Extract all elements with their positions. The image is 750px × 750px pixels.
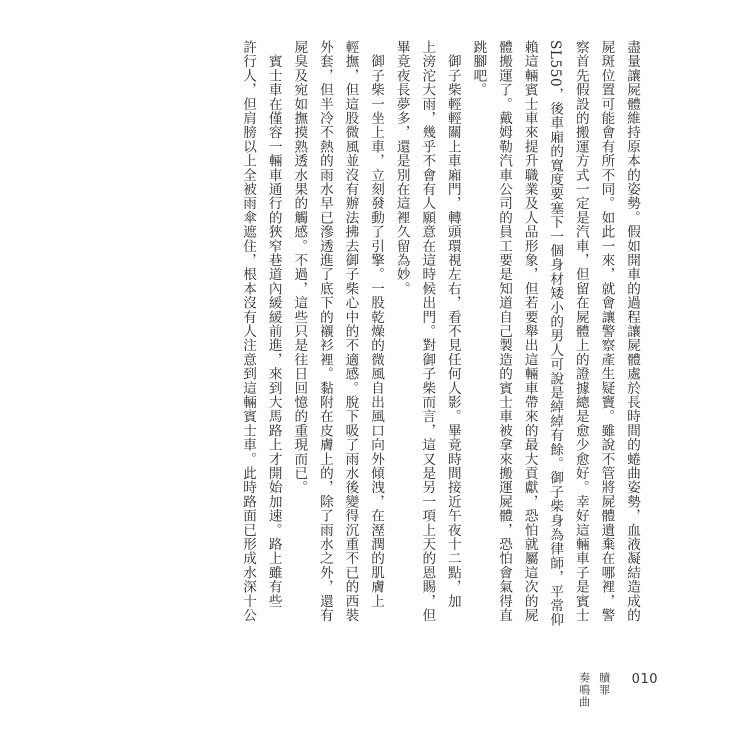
text-line: 賓士車在僅容一輛車通行的狹窄巷道內緩緩前進，來到大馬路上才開始加速。路上雖有些 — [265, 40, 282, 608]
text-line: 跳腳吧。 — [470, 40, 487, 97]
text-line: 賴這輛賓士車來提升職業及人品形象，但若要舉出這輛車帶來的最大貢獻，恐怕就屬這次的屍 — [521, 40, 538, 623]
text-line: 盡量讓屍體維持原本的姿勢。假如開車的過程讓屍體處於長時間的蜷曲姿勢，血液凝結造成的 — [624, 40, 640, 623]
text-line: 屍斑位置可能會有所不同。如此一來，就會讓警察產生疑竇。雖說不管將屍體遺棄在哪裡，警 — [598, 40, 615, 623]
text-line: 上滂沱大雨，幾乎不會有人願意在這時候出門。對御子柴而言，這又是另一項上天的恩賜，但 — [419, 40, 436, 623]
text-line: 輕撫，但這股微風並沒有辦法拂去御子柴心中的不適感。脫下吸了雨水後變得沉重不已的西裝 — [342, 40, 359, 623]
text-line: SL550，後車廂的寬度要塞下一個身材矮小的男人可說是綽綽有餘。御子柴身為律師，平常仰 — [547, 40, 564, 627]
text-line: 屍臭及宛如撫摸熟透水果的觸感。不過，這些只是往日回憶的重現而已。 — [291, 40, 308, 495]
text-line: 察首先假設的搬運方式一定是汽車，但留在屍體上的證據總是愈少愈好。幸好這輛車子是賓士 — [572, 40, 589, 623]
text-line: 御子柴輕輕關上車廂門，轉頭環視左右，看不見任何人影。畢竟時間接近午夜十二點，加 — [444, 40, 461, 608]
text-line: 畢竟夜長夢多，還是別在這裡久留為妙。 — [393, 40, 410, 296]
text-line: 外套，但半冷不熱的雨水早已滲透進了底下的襯衫裡。黏附在皮膚上的，除了雨水之外，還有 — [316, 40, 333, 623]
text-line: 體搬運了。戴姆勒汽車公司的員工要是知道自己製造的賓士車被拿來搬運屍體，恐怕會氣得直 — [496, 40, 513, 623]
text-line: 御子柴一坐上車，立刻發動了引擎。一股乾燥的微風自出風口向外傾洩，在溼潤的肌膚上 — [368, 40, 385, 608]
body-text — [235, 40, 645, 652]
running-title-part-1: 贖罪 — [597, 672, 611, 696]
page-number: 010 — [631, 672, 658, 687]
folio — [576, 672, 658, 708]
text-line: 許行人，但肩膀以上全被雨傘遮住，根本沒有人注意到這輛賓士車。此時路面已形成水深十公 — [240, 40, 257, 623]
running-title-part-2: 奏鳴曲 — [577, 672, 591, 708]
